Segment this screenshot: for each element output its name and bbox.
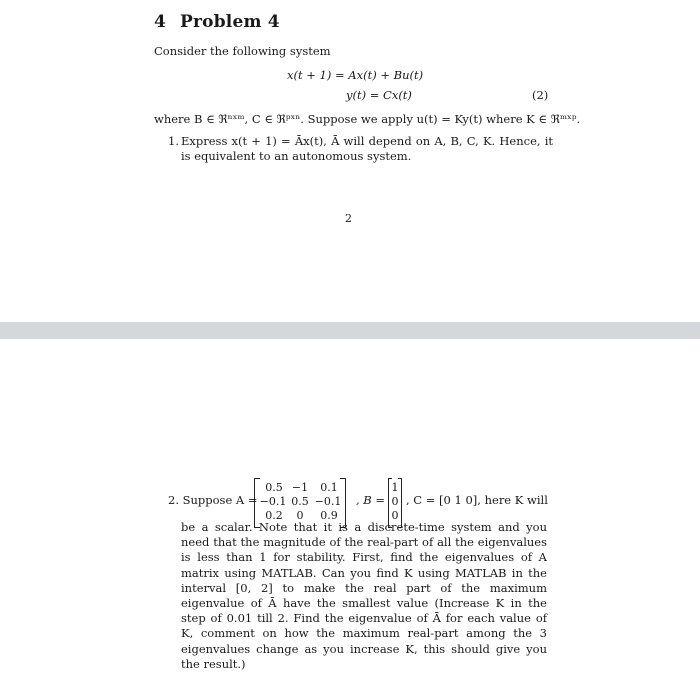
page-top xyxy=(0,0,700,322)
matrix-b-label: , B = xyxy=(356,493,386,507)
matrix-a-cell: 0.9 xyxy=(320,509,338,522)
matrix-a-cell: 0 xyxy=(296,509,304,522)
page-number: 2 xyxy=(345,212,352,225)
matrix-a-cell: −0.1 xyxy=(314,495,342,508)
matrix-c-text: , C = [0 1 0], here K will xyxy=(406,493,548,507)
matrix-a-cell: −0.1 xyxy=(259,495,287,508)
question-2-text: be a scalar. Note that it is a discrete-time system and you need that the magnitude of the real-part of all the eigenvalues is less than 1 for stability. First, find the eigenvalues of A matrix using MATLAB. Can you find K using MATLAB in the interval [0, 2] to make the real part of the maximum eigenvalue of Ā have the smallest value (Increase K in the step of 0.01 till 2. Find the eigenvalue of Ā for each value of K, comment on how the maximum real-part among the 3 eigenvalues change as you increase K, this should give you the result.) xyxy=(181,520,547,671)
matrix-a-cell: 0.1 xyxy=(320,481,338,494)
question-2-label: 2. Suppose A = xyxy=(168,493,258,507)
matrix-b-cell: 0 xyxy=(391,509,399,522)
matrix-b-cell: 1 xyxy=(391,481,399,494)
matrix-b xyxy=(388,478,402,526)
page-bottom xyxy=(0,339,700,681)
question-1-label: 1. xyxy=(168,134,179,148)
equation-number: (2) xyxy=(532,88,549,102)
question-1-text: Express x(t + 1) = Āx(t), Ā will depend on A, B, C, K. Hence, it is equivalent to an autonomous system. xyxy=(181,134,553,163)
section-number: 4 xyxy=(154,12,167,32)
matrix-a-cell: 0.2 xyxy=(265,509,283,522)
section-heading xyxy=(154,12,280,32)
equation-output: y(t) = Cx(t) xyxy=(346,88,412,102)
matrix-a-cell: 0.5 xyxy=(291,495,309,508)
matrix-a-cell: 0.5 xyxy=(265,481,283,494)
matrix-b-cell: 0 xyxy=(391,495,399,508)
matrix-a xyxy=(254,478,346,526)
section-title: Problem 4 xyxy=(180,12,280,32)
where-line: where B ∈ ℜⁿˣᵐ, C ∈ ℜᵖˣⁿ. Suppose we apply u(t) = Ky(t) where K ∈ ℜᵐˣᵖ. xyxy=(154,112,581,126)
matrix-a-cell: −1 xyxy=(291,481,309,494)
equation-state: x(t + 1) = Ax(t) + Bu(t) xyxy=(287,68,424,82)
question-2-body xyxy=(181,520,547,672)
intro-text: Consider the following system xyxy=(154,44,331,58)
page-separator xyxy=(0,322,700,339)
